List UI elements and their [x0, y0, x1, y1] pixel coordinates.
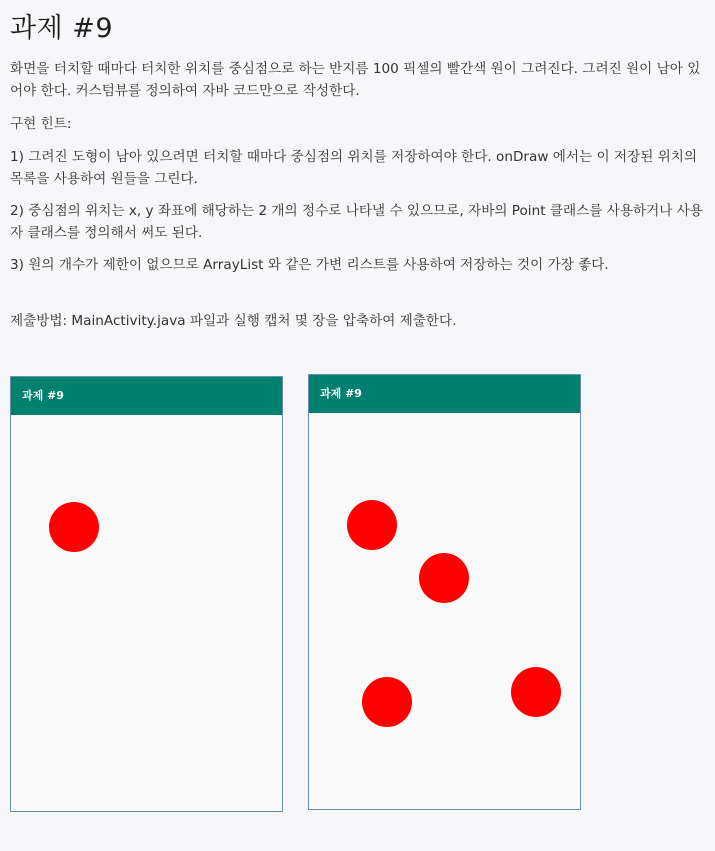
red-circle — [511, 667, 561, 717]
red-circle — [362, 677, 412, 727]
intro-paragraph: 화면을 터치할 때마다 터치한 위치를 중심점으로 하는 반지름 100 픽셀의 빨간색 원이 그려진다. 그려진 원이 남아 있어야 한다. 커스텀뷰를 정의하여 자바 코드만으로 작성한다. — [10, 61, 701, 99]
app-bar-title: 과제 #9 — [11, 377, 282, 415]
red-circle — [347, 500, 397, 550]
app-screenshot-right — [308, 374, 581, 810]
hint-1: 1) 그려진 도형이 남아 있으려면 터치할 때마다 중심점의 위치를 저장하여야 한다. onDraw 에서는 이 저장된 위치의 목록을 사용하여 원들을 그린다. — [10, 149, 698, 187]
red-circle — [49, 502, 99, 552]
hint-2: 2) 중심점의 위치는 x, y 좌표에 해당하는 2 개의 정수로 나타낼 수 있으므로, 자바의 Point 클래스를 사용하거나 사용자 클래스를 정의해서 써도 된다. — [10, 203, 703, 241]
hint-3: 3) 원의 개수가 제한이 없으므로 ArrayList 와 같은 가변 리스트를 사용하여 저장하는 것이 가장 좋다. — [10, 257, 609, 273]
app-bar-title: 과제 #9 — [309, 375, 580, 413]
red-circle — [419, 553, 469, 603]
submission-instructions: 제출방법: MainActivity.java 파일과 실행 캡처 몇 장을 압축하여 제출한다. — [10, 313, 457, 329]
drawing-canvas — [309, 413, 580, 809]
page-title: 과제 #9 — [10, 13, 114, 44]
app-screenshot-left — [10, 376, 283, 812]
hint-heading: 구현 힌트: — [10, 116, 72, 132]
drawing-canvas — [11, 415, 282, 811]
